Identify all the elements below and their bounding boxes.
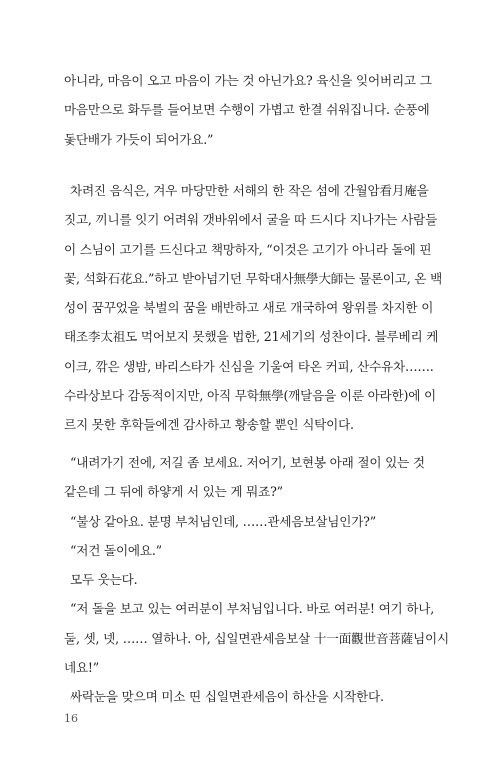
text-line: 르지 못한 후학들에겐 감사하고 황송할 뿐인 식탁이다.	[64, 417, 354, 433]
text-line: 모두 웃는다.	[70, 572, 138, 588]
text-line: 성이 꿈꾸었을 북벌의 꿈을 배반하고 새로 개국하여 왕위를 차지한 이	[64, 300, 434, 316]
paragraph-2	[64, 176, 456, 440]
paragraph-1	[64, 66, 456, 154]
text-line: 차려진 음식은, 겨우 마당만한 서해의 한 작은 섬에 간월암看月庵을	[70, 183, 429, 198]
text-line: 둘, 셋, 넷, …… 열하나. 아, 십일면관세음보살 十一面觀世音菩薩님이시	[64, 630, 449, 646]
text-line: 짓고, 끼니를 잇기 어려워 갯바위에서 굴을 따 드시다 지나가는 사람들	[64, 212, 438, 228]
text-line: “불상 같아요. 분명 부처님인데, ……관세음보살님인가?”	[70, 513, 376, 529]
text-line: “저건 돌이에요.”	[70, 542, 162, 558]
text-line: 태조李太祖도 먹어보지 못했을 법한, 21세기의 성찬이다. 블루베리 케	[64, 329, 439, 345]
text-line: 싸락눈을 맞으며 미소 띤 십일면관세음이 하산을 시작한다.	[70, 689, 384, 705]
text-line: 돛단배가 가듯이 되어가요.”	[64, 131, 214, 147]
text-line: “저 돌을 보고 있는 여러분이 부처님입니다. 바로 여러분! 여기 하나,	[70, 601, 435, 617]
page-number: 16	[64, 712, 78, 725]
text-line: 네요!”	[64, 660, 100, 676]
text-line: 이크, 깎은 생밤, 바리스타가 신심을 기울여 타온 커피, 산수유차…….	[64, 358, 434, 374]
text-line: 마음만으로 화두를 들어보면 수행이 가볍고 한결 쉬워집니다. 순풍에	[64, 102, 430, 118]
text-line: 같은데 그 뒤에 하얗게 서 있는 게 뭐죠?”	[64, 484, 283, 500]
text-line: “내려가기 전에, 저길 좀 보세요. 저어기, 보현봉 아래 절이 있는 것	[70, 455, 425, 470]
text-line: 수라상보다 감동적이지만, 아직 무학無學(깨달음을 이룬 아라한)에 이	[64, 388, 436, 404]
paragraph-3	[64, 448, 456, 712]
text-line: 꽃, 석화石花요.”하고 받아넘기던 무학대사無學大師는 물론이고, 온 백	[64, 270, 443, 286]
text-line: 이 스님이 고기를 드신다고 책망하자, “이것은 고기가 아니라 돌에 핀	[64, 241, 432, 257]
text-line: 아니라, 마음이 오고 마음이 가는 것 아닌가요? 육신을 잊어버리고 그	[64, 73, 432, 88]
